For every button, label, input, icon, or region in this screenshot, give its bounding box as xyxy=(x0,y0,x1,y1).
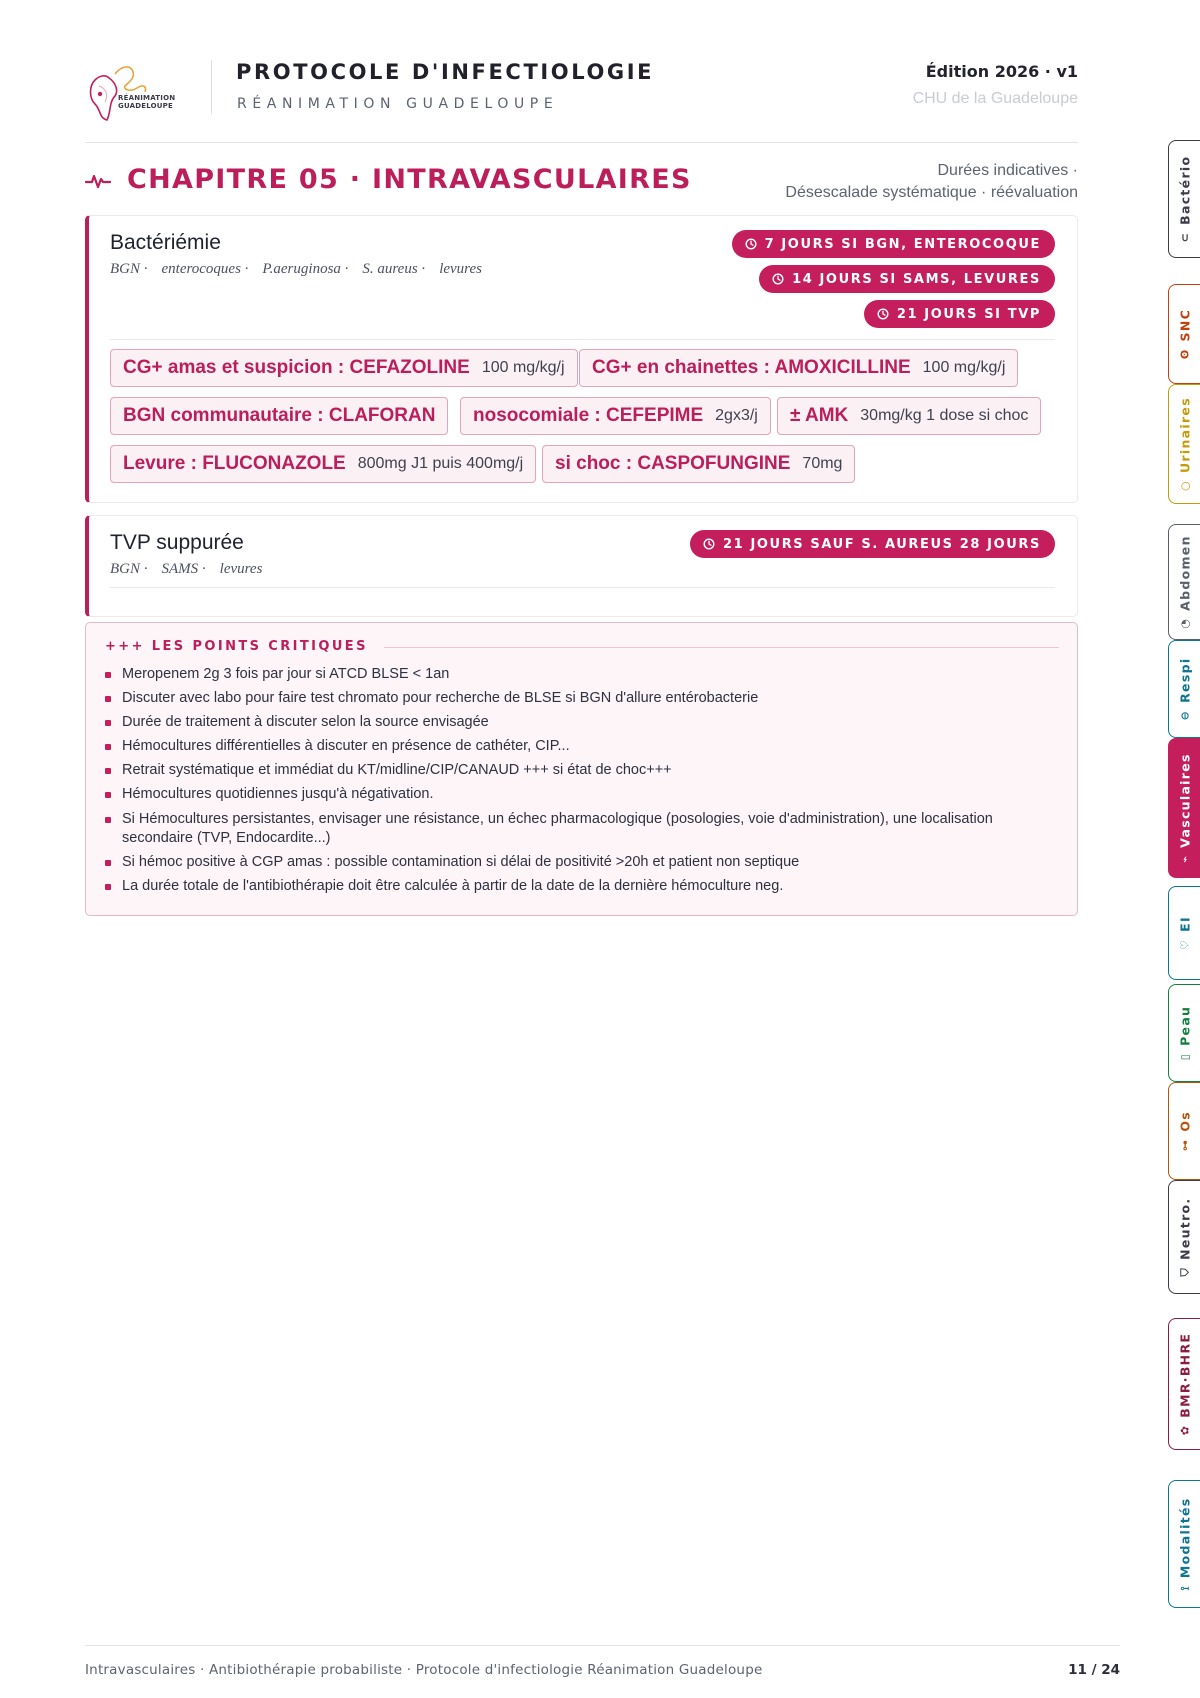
logo-text: RÉANIMATION GUADELOUPE xyxy=(118,94,176,110)
tab-label: ⛉ Neutro. xyxy=(1177,1197,1192,1277)
bandage-icon: ▯ xyxy=(1178,1052,1191,1061)
organism: BGN · xyxy=(110,261,148,277)
tab-bacterio[interactable] xyxy=(1168,140,1200,258)
organism-list xyxy=(110,561,276,578)
biohazard-icon: ✿ xyxy=(1178,1424,1191,1436)
card-divider xyxy=(110,339,1055,340)
card-divider xyxy=(110,587,1055,588)
page-number: 11 / 24 xyxy=(1068,1662,1120,1678)
regimen-dose: 100 mg/kg/j xyxy=(481,359,565,376)
critical-points-list xyxy=(105,665,1055,901)
tab-label: ○ Urinaires xyxy=(1177,397,1192,491)
indication-card-bacteriemie xyxy=(85,215,1078,503)
card-title: Bactériémie xyxy=(110,231,221,254)
header-divider xyxy=(211,60,212,114)
page-footer xyxy=(85,1645,1120,1686)
critical-points-box xyxy=(85,622,1078,916)
duration-badges xyxy=(732,230,1055,328)
organism-list xyxy=(110,261,496,278)
tab-ei[interactable] xyxy=(1168,886,1200,980)
tab-neutro[interactable] xyxy=(1168,1180,1200,1294)
regimen-pill xyxy=(777,397,1041,435)
regimen-pill xyxy=(110,397,448,435)
chapter-note: Durées indicatives · Désescalade systématique · réévaluation xyxy=(785,162,1078,201)
organism: levures xyxy=(219,561,263,577)
regimen-drug: si choc : CASPOFUNGINE xyxy=(555,453,791,474)
brain-icon: ʘ xyxy=(1178,348,1191,360)
clock-icon xyxy=(877,308,889,320)
organism: levures xyxy=(439,261,482,277)
document-subtitle: RÉANIMATION GUADELOUPE xyxy=(237,96,559,112)
clock-icon xyxy=(703,538,715,550)
regimen-drug: CG+ amas et suspicion : CEFAZOLINE xyxy=(123,357,470,378)
stomach-icon: ◔ xyxy=(1178,617,1191,629)
card-title: TVP suppurée xyxy=(110,531,244,554)
tab-abdomen[interactable] xyxy=(1168,524,1200,640)
tab-label: ⌁ Vasculaires xyxy=(1177,753,1192,863)
heading-rule xyxy=(384,647,1059,648)
chapter-heading xyxy=(85,160,1078,210)
tab-urinaires[interactable] xyxy=(1168,384,1200,504)
organism: S. aureus · xyxy=(362,261,426,277)
logo-island-icon xyxy=(85,56,190,126)
duration-badges xyxy=(690,530,1055,558)
edition-label: Édition 2026 · v1 xyxy=(925,62,1078,81)
clock-icon xyxy=(745,238,757,250)
regimen-dose: 2gx3/j xyxy=(715,407,758,424)
tab-label: ⊖ Respi xyxy=(1177,657,1192,721)
regimen-drug: BGN communautaire : CLAFORAN xyxy=(123,405,436,426)
regimen-dose: 30mg/kg 1 dose si choc xyxy=(860,407,1029,424)
tab-label: ʘ SNC xyxy=(1177,308,1192,360)
list-item: Hémocultures quotidiennes jusqu'à négativation. xyxy=(105,785,1055,805)
duration-badge: 14 JOURS SI SAMS, LEVURES xyxy=(759,265,1055,293)
list-item: Durée de traitement à discuter selon la source envisagée xyxy=(105,713,1055,733)
droplet-icon: ○ xyxy=(1178,480,1191,491)
organism: SAMS · xyxy=(161,561,206,577)
bone-icon: ⊶ xyxy=(1178,1138,1191,1151)
duration-badge: 21 JOURS SI TVP xyxy=(864,300,1055,328)
regimen-pill xyxy=(579,349,1018,387)
critical-points-heading: +++ LES POINTS CRITIQUES xyxy=(105,639,368,654)
list-item: Discuter avec labo pour faire test chromato pour recherche de BLSE si BGN d'allure entérobacterie xyxy=(105,689,1055,709)
tab-label: ⊂ Bactério xyxy=(1177,155,1192,243)
shield-icon: ⛉ xyxy=(1177,1266,1191,1277)
tab-vasculaires[interactable] xyxy=(1168,738,1200,878)
regimen-dose: 100 mg/kg/j xyxy=(922,359,1006,376)
footer-text: Intravasculaires · Antibiothérapie probabiliste · Protocole d'infectiologie Réanimation Guadeloupe xyxy=(85,1662,763,1678)
regimen-dose: 70mg xyxy=(802,455,843,472)
list-item: La durée totale de l'antibiothérapie doit être calculée à partir de la date de la dernière hémoculture neg. xyxy=(105,877,1055,897)
regimen-pill xyxy=(110,349,578,387)
duration-badge: 7 JOURS SI BGN, ENTEROCOQUE xyxy=(732,230,1055,258)
pulse-icon: ⌁ xyxy=(1178,854,1191,863)
regimen-dose: 800mg J1 puis 400mg/j xyxy=(357,455,524,472)
regimen-pill xyxy=(542,445,855,483)
tab-peau[interactable] xyxy=(1168,984,1200,1082)
regimen-pill xyxy=(110,445,536,483)
tab-label: ⊶ Os xyxy=(1177,1111,1192,1151)
duration-badge: 21 JOURS SAUF S. AUREUS 28 JOURS xyxy=(690,530,1055,558)
tab-label: ◔ Abdomen xyxy=(1177,535,1192,629)
institution-label: CHU de la Guadeloupe xyxy=(912,90,1078,107)
bacteria-icon: ⊂ xyxy=(1178,231,1191,243)
list-item: Si hémoc positive à CGP amas : possible contamination si délai de positivité >20h et patient non septique xyxy=(105,853,1055,873)
organism: P.aeruginosa · xyxy=(262,261,349,277)
regimen-drug: CG+ en chainettes : AMOXICILLINE xyxy=(592,357,911,378)
list-item: Si Hémocultures persistantes, envisager une résistance, un échec pharmacologique (posologies, voie d'administration), une localisation secondaire (TVP, Endocardite...) xyxy=(105,810,1055,849)
tab-bmr-bhre[interactable] xyxy=(1168,1318,1200,1450)
list-item: Meropenem 2g 3 fois par jour si ATCD BLSE < 1an xyxy=(105,665,1055,685)
lungs-icon: ⊖ xyxy=(1178,709,1191,721)
pulse-icon xyxy=(85,172,111,190)
regimen-pill xyxy=(460,397,771,435)
tab-os[interactable] xyxy=(1168,1082,1200,1180)
page-header xyxy=(85,52,1078,143)
tab-label: ✿ BMR·BHRE xyxy=(1177,1332,1192,1436)
tab-label: ♡ EI xyxy=(1177,916,1192,950)
heart-icon: ♡ xyxy=(1178,938,1191,950)
logo xyxy=(85,52,190,122)
tab-label: ⟟ Modalités xyxy=(1177,1497,1192,1591)
tab-modalites[interactable] xyxy=(1168,1480,1200,1608)
chapter-title: CHAPITRE 05 · INTRAVASCULAIRES xyxy=(127,164,692,195)
regimen-drug: Levure : FLUCONAZOLE xyxy=(123,453,346,474)
tab-respi[interactable] xyxy=(1168,640,1200,738)
regimen-drug: ± AMK xyxy=(790,405,849,426)
list-item: Retrait systématique et immédiat du KT/midline/CIP/CANAUD +++ si état de choc+++ xyxy=(105,761,1055,781)
regimen-drug: nosocomiale : CEFEPIME xyxy=(473,405,704,426)
list-item: Hémocultures différentielles à discuter en présence de cathéter, CIP... xyxy=(105,737,1055,757)
indication-card-tvp-suppuree xyxy=(85,515,1078,617)
organism: BGN · xyxy=(110,561,148,577)
tab-snc[interactable] xyxy=(1168,284,1200,384)
clock-icon xyxy=(772,273,784,285)
document-title: PROTOCOLE D'INFECTIOLOGIE xyxy=(236,60,655,84)
organism: enterocoques · xyxy=(161,261,249,277)
tab-label: ▯ Peau xyxy=(1177,1005,1192,1061)
syringe-icon: ⟟ xyxy=(1177,1585,1191,1591)
